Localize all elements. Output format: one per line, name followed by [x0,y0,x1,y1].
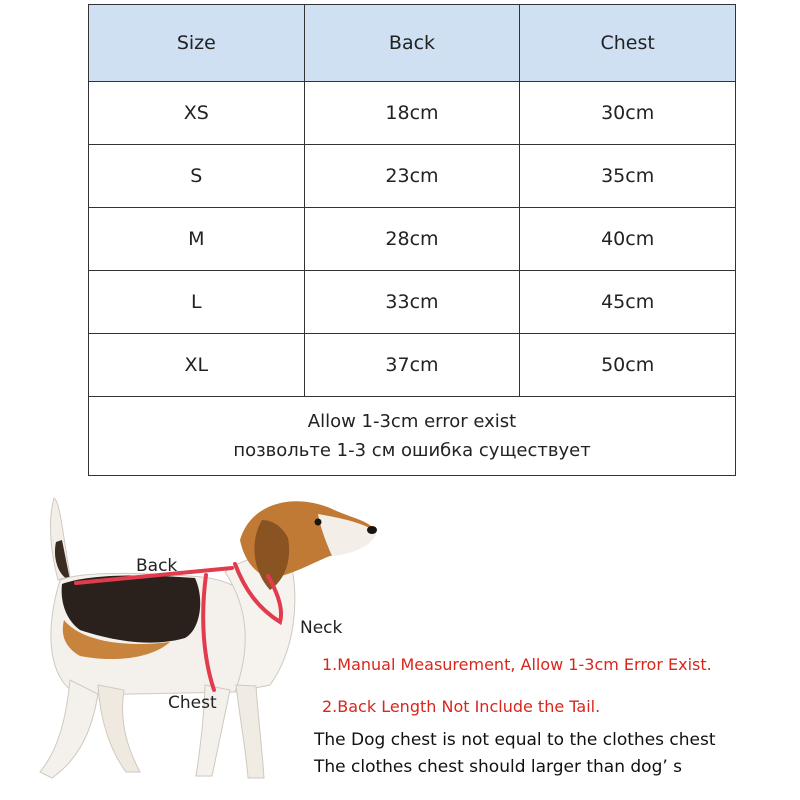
chest-note-line-1: The Dog chest is not equal to the clothes chest [314,730,716,750]
cell-size: L [89,271,305,334]
cell-chest: 30cm [520,82,736,145]
table-row [89,208,736,271]
chest-note-line-2: The clothes chest should larger than dog’ s [314,757,683,777]
header-size: Size [89,5,305,82]
cell-back: 18cm [304,82,520,145]
neck-label: Neck [300,618,343,638]
table-row [89,145,736,208]
cell-size: XS [89,82,305,145]
error-note-russian: позвольте 1-3 см ошибка существует [233,440,591,461]
table-row [89,271,736,334]
table-row [89,334,736,397]
cell-chest: 50cm [520,334,736,397]
cell-back: 37cm [304,334,520,397]
header-back: Back [304,5,520,82]
table-note-row [89,397,736,476]
cell-chest: 45cm [520,271,736,334]
cell-size: XL [89,334,305,397]
rule-manual-measurement: 1.Manual Measurement, Allow 1-3cm Error Exist. [322,655,712,674]
rule-back-length: 2.Back Length Not Include the Tail. [322,697,601,716]
table-header-row [89,5,736,82]
dog-measurement-illustration [0,480,420,800]
cell-back: 28cm [304,208,520,271]
size-chart-table [88,4,736,476]
cell-back: 23cm [304,145,520,208]
back-label: Back [136,556,178,576]
cell-size: S [89,145,305,208]
table-row [89,82,736,145]
chest-label: Chest [168,693,217,713]
cell-chest: 40cm [520,208,736,271]
cell-back: 33cm [304,271,520,334]
error-note-english: Allow 1-3cm error exist [307,411,517,432]
header-chest: Chest [520,5,736,82]
cell-size: M [89,208,305,271]
error-note-cell [89,397,736,476]
cell-chest: 35cm [520,145,736,208]
